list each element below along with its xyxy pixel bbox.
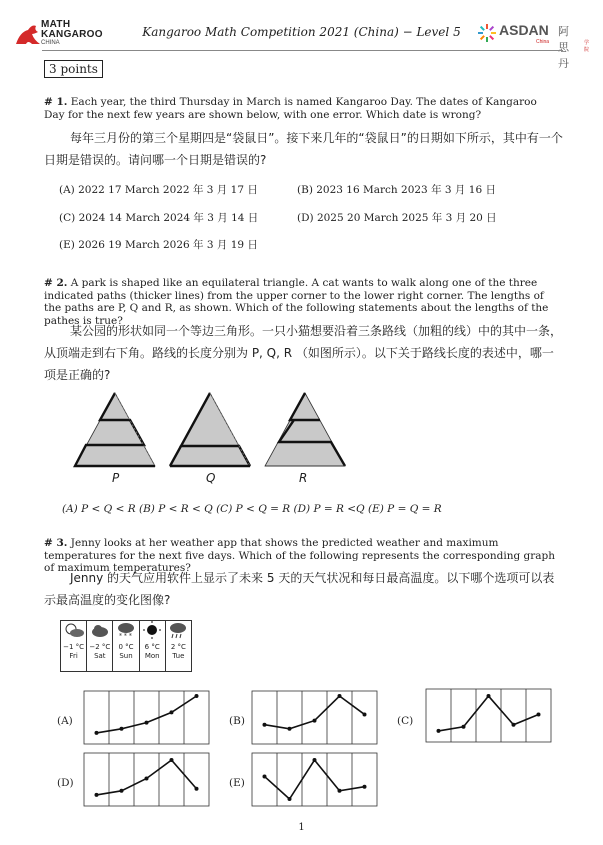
q1-option-b[interactable]: (B) 2023 16 March 2023 年 3 月 16 日 — [297, 184, 496, 196]
graph-point — [537, 713, 541, 717]
graph-label-b[interactable]: (B) — [229, 715, 245, 727]
cloud-icon — [89, 621, 111, 639]
graph-point — [363, 785, 367, 789]
graph-series-line — [265, 696, 365, 729]
rain-icon — [167, 621, 189, 639]
sun-icon — [141, 621, 163, 639]
graph-a[interactable] — [83, 690, 210, 745]
label-q: Q — [206, 471, 216, 485]
day-tue: Tue — [172, 652, 185, 660]
graph-label-c[interactable]: (C) — [397, 715, 414, 727]
temp-sat: −2 °C — [89, 643, 111, 651]
graph-label-e[interactable]: (E) — [229, 777, 245, 789]
graph-point — [288, 727, 292, 731]
logo-text-math: MATH — [41, 19, 71, 30]
triangle-p — [75, 393, 155, 466]
triangle-paths-figure — [70, 390, 360, 485]
graph-e[interactable] — [251, 752, 378, 807]
graph-point — [145, 777, 149, 781]
graph-point — [170, 758, 174, 762]
graph-series-line — [265, 760, 365, 799]
temp-mon: 6 °C — [144, 643, 160, 651]
graph-point — [95, 731, 99, 735]
graph-point — [95, 793, 99, 797]
graph-b[interactable] — [251, 690, 378, 745]
weather-day-sun — [113, 621, 139, 671]
q1-option-c[interactable]: (C) 2024 14 March 2024 年 3 月 14 日 — [59, 212, 259, 224]
q1-option-e[interactable]: (E) 2026 19 March 2026 年 3 月 19 日 — [59, 239, 258, 251]
day-mon: Mon — [144, 652, 160, 660]
q1-option-d[interactable]: (D) 2025 20 March 2025 年 3 月 20 日 — [297, 212, 497, 224]
points-label: 3 points — [44, 60, 103, 78]
graph-label-d[interactable]: (D) — [57, 777, 74, 789]
label-r: R — [299, 471, 308, 485]
graph-point — [487, 694, 491, 698]
triangle-r — [265, 393, 345, 466]
logo-text-china: CHINA — [41, 40, 60, 46]
temp-fri: −1 °C — [63, 643, 85, 651]
q2-options[interactable]: (A) P < Q < R (B) P < R < Q (C) P < Q = R (D) P = R <Q (E) P = Q = R — [62, 503, 442, 515]
graph-point — [120, 727, 124, 731]
asdan-cn-text: 阿思丹 — [558, 25, 569, 70]
graph-series-line — [97, 696, 197, 733]
temp-sun: 0 °C — [118, 643, 134, 651]
asdan-sub-text-2: 学院 — [584, 40, 590, 53]
logo-text-kangaroo: KANGAROO — [41, 29, 103, 40]
graph-point — [512, 723, 516, 727]
q3-chinese: Jenny 的天气应用软件上显示了未来 5 天的天气状况和每日最高温度。以下哪个选项可以表示最高温度的变化图像? — [44, 571, 555, 607]
weather-day-tue — [166, 621, 191, 671]
asdan-brand-text: ASDAN — [499, 22, 549, 38]
q2-text: A park is shaped like an equilateral triangle. A cat wants to walk along one of the three indicated paths (thicker lines) from the upper corner to the lower right corner. The lengths of the paths are P, Q and R, as shown. Which of the following statements about the lengths of the pathes is true? — [44, 277, 549, 327]
q1-number: # 1. — [44, 96, 68, 108]
q1-chinese: 每年三月份的第三个星期四是“袋鼠日”。接下来几年的“袋鼠日”的日期如下所示，其中有一个日期是错误的。请问哪一个日期是错误的? — [44, 131, 563, 167]
q2-chinese: 某公园的形状如同一个等边三角形。一只小猫想要沿着三条路线（加粗的线）中的其中一条，从顶端走到右下角。路线的长度分别为 P, Q, R （如图所示）。以下关于路线长度的表述中，哪一项是正确的? — [44, 324, 563, 382]
weather-strip — [60, 620, 192, 672]
graph-point — [437, 729, 441, 733]
graph-point — [338, 694, 342, 698]
snow-icon — [115, 621, 137, 639]
graph-c[interactable] — [425, 688, 552, 743]
day-sun: Sun — [119, 652, 133, 660]
day-sat: Sat — [94, 652, 106, 660]
temp-tue: 2 °C — [170, 643, 186, 651]
graph-point — [288, 797, 292, 801]
graph-point — [195, 694, 199, 698]
q1-option-a[interactable]: (A) 2022 17 March 2022 年 3 月 17 日 — [59, 184, 258, 196]
graph-point — [462, 725, 466, 729]
graph-point — [313, 719, 317, 723]
q3-text: Jenny looks at her weather app that shows the predicted weather and maximum temperatures for the next five days. Which of the following represents the corresponding graph of maximum temperatures? — [44, 537, 556, 574]
q1-english — [44, 96, 559, 121]
asdan-sub-text: China — [536, 39, 550, 45]
graph-point — [195, 787, 199, 791]
svg-text:* * *: * * * — [119, 633, 132, 639]
graph-point — [120, 789, 124, 793]
weather-day-fri — [61, 621, 87, 671]
header-divider — [42, 50, 563, 51]
graph-d[interactable] — [83, 752, 210, 807]
weather-day-sat — [87, 621, 113, 671]
graph-frame — [252, 691, 377, 744]
graph-frame — [84, 691, 209, 744]
page-number: 1 — [298, 822, 305, 833]
graph-point — [145, 721, 149, 725]
q2-number: # 2. — [44, 277, 68, 289]
page-header-title: Kangaroo Math Competition 2021 (China) − Level 5 — [142, 25, 461, 39]
q1-text: Each year, the third Thursday in March is named Kangaroo Day. The dates of Kangaroo Day for the next few years are shown below, with one error. Which date is wrong? — [44, 96, 537, 121]
weather-day-mon — [140, 621, 166, 671]
asdan-burst-icon — [478, 24, 496, 42]
day-fri: Fri — [69, 652, 78, 660]
graph-point — [263, 774, 267, 778]
graph-point — [263, 723, 267, 727]
graph-point — [363, 712, 367, 716]
partly-sunny-icon — [63, 621, 85, 639]
graph-label-a[interactable]: (A) — [57, 715, 73, 727]
graph-series-line — [439, 696, 539, 731]
graph-point — [170, 710, 174, 714]
graph-point — [313, 758, 317, 762]
graph-point — [338, 789, 342, 793]
label-p: P — [112, 471, 120, 485]
q3-number: # 3. — [44, 537, 68, 549]
triangle-q — [170, 393, 250, 466]
